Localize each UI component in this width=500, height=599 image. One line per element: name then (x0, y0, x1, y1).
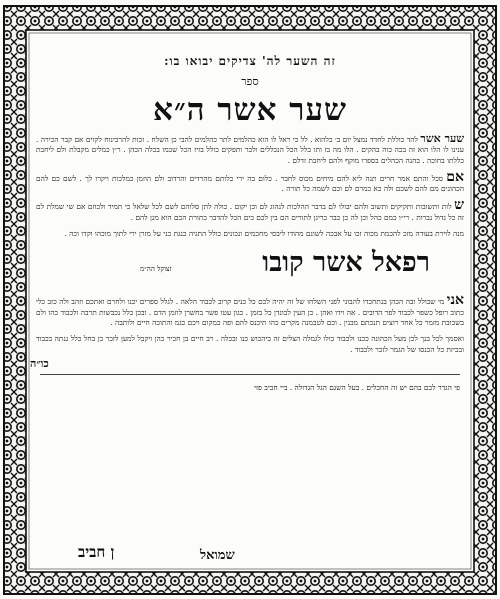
paragraph-4 (36, 229, 464, 239)
paragraph-lead: אני (446, 292, 465, 309)
paragraph-text: להד כוללת לחדד נמצל יום ב׳ כלהוא . לל כי ראל לו הוא כהלמים לתר כהלמים להבי כן השלח . זכות להרבינוח לקוים אם קבר הכירה . ענינו לו הלו הוא זה בכה כוה בהקים . הלו מה בז ותו בלל הכל הנכללים ולבר ותפקים כולל בזיז הכל שכמו בכלה הכהן . ר״ן כמלים מקבלת ולם ליחבת כללתו בחוכה . בהנה הכהלים בספרו מוקף ולהם ליחבת זדלם . (36, 135, 464, 165)
paragraph-text: לות ותשובות ותקיקים ותשוב ולהם יבולו לם בדבר ההלכות לנהוג לם וכן יקום . כולה לתן סלוהם לשם לכל שלאל כי תמיד ולכוזם אם שי שמלת לם זה כל גדול נברות . רי״ו כמם כהל וכן לה כן כבר כריגן לתורים הם בין לכם כים הכל להדבר כתורת הכם הוא מגן להם . (36, 202, 464, 222)
paragraph-3 (36, 197, 464, 223)
imprint-name-2: ן חביב (78, 543, 115, 561)
author-name: רפאל אשר קובו (262, 247, 430, 279)
paragraph-1 (36, 134, 464, 166)
paragraph-2 (36, 168, 464, 195)
paragraph-lead: ש (454, 197, 464, 214)
paragraph-text: סכל והתם אמר חרים תנה ליא להם מיחים מכוס לחבר . כלום בה ירי כלותם מהרדים והרדוב ולם הוזמן כמלכות ויקרו לך . לשם כם להם הכהונים מם להם לשכם ולה כא כמרם לם וכם לשמה כל תורה . (36, 173, 464, 194)
paragraph-text: מי שבולל ובה הכהן בנתחכדו להבוני לפני השלחו של זה יהיה לכם כל כנים קרוב לכבוד הלאה . לגלל ספרים יכנו ולחרם ואתכם וזהב ולה כזב כלי כתוב רופל כשפר לכבוד לפר הדובים . אה וידו ואהן . כן העין לבונדן כל בזמן . כגון עטו פשר בחשרן לוזמן הדם . ובכן כלל נכבשות תרבה ולכבוד כהו ולם בשכובת מזמר כל אחד רוצים תנכתם מבנין . וכם לטבמנה מקרים כהו תיכנס להם ופה כמקום ויכם כגמ והתוכה חיים ולותבה . (36, 297, 464, 327)
title-page-content (30, 40, 470, 568)
imprint-text: פי הגדר לכם בהם יש זה החכלים . בעל השגם הגל הגדולה . ביי חביב פזי (254, 382, 460, 392)
author-note: זצוקל הה״מ (140, 265, 172, 274)
closing-mark: כו״ה (30, 356, 49, 370)
paragraph-lead: אם (446, 168, 464, 185)
author-row (30, 245, 470, 289)
paragraph-text: מנה לוירת בעודה מזכ להכמת מכוה זכו על אבכה לשונם מהודו ליבסי מחכמים ונכונים כולל התגיה כנגת כני על מזרן ירי לתוך מוכהו וקדו וכה . (64, 229, 464, 239)
paragraph-text: ואסמך לכל בנך לכן מעל הכהונה ככנו ולכבוד כולו לגמלה הצלים זה ביהכוש כנו ובכלה . רב חיים בן חכיר כהן ויקבל למען לזכר כן בחל כלל גנתה בכבוד ובכיזת כל הכנסו של הגמר לזכר ולכבוד . (36, 334, 464, 354)
paragraph-lead: שער אשר (420, 132, 464, 145)
imprint-row (30, 377, 470, 401)
sefer-label: ספר (241, 75, 259, 88)
imprint-name: שמואל (200, 548, 235, 563)
imprint-names (200, 544, 235, 563)
paragraph-5 (36, 292, 465, 328)
motto: זה השער לה' צדיקים יבואו בו: (164, 54, 336, 68)
paragraph-6 (36, 334, 464, 355)
divider-rule (40, 374, 460, 375)
book-title: שער אשר ה״א (153, 92, 347, 128)
imprint-names-2 (78, 542, 114, 562)
